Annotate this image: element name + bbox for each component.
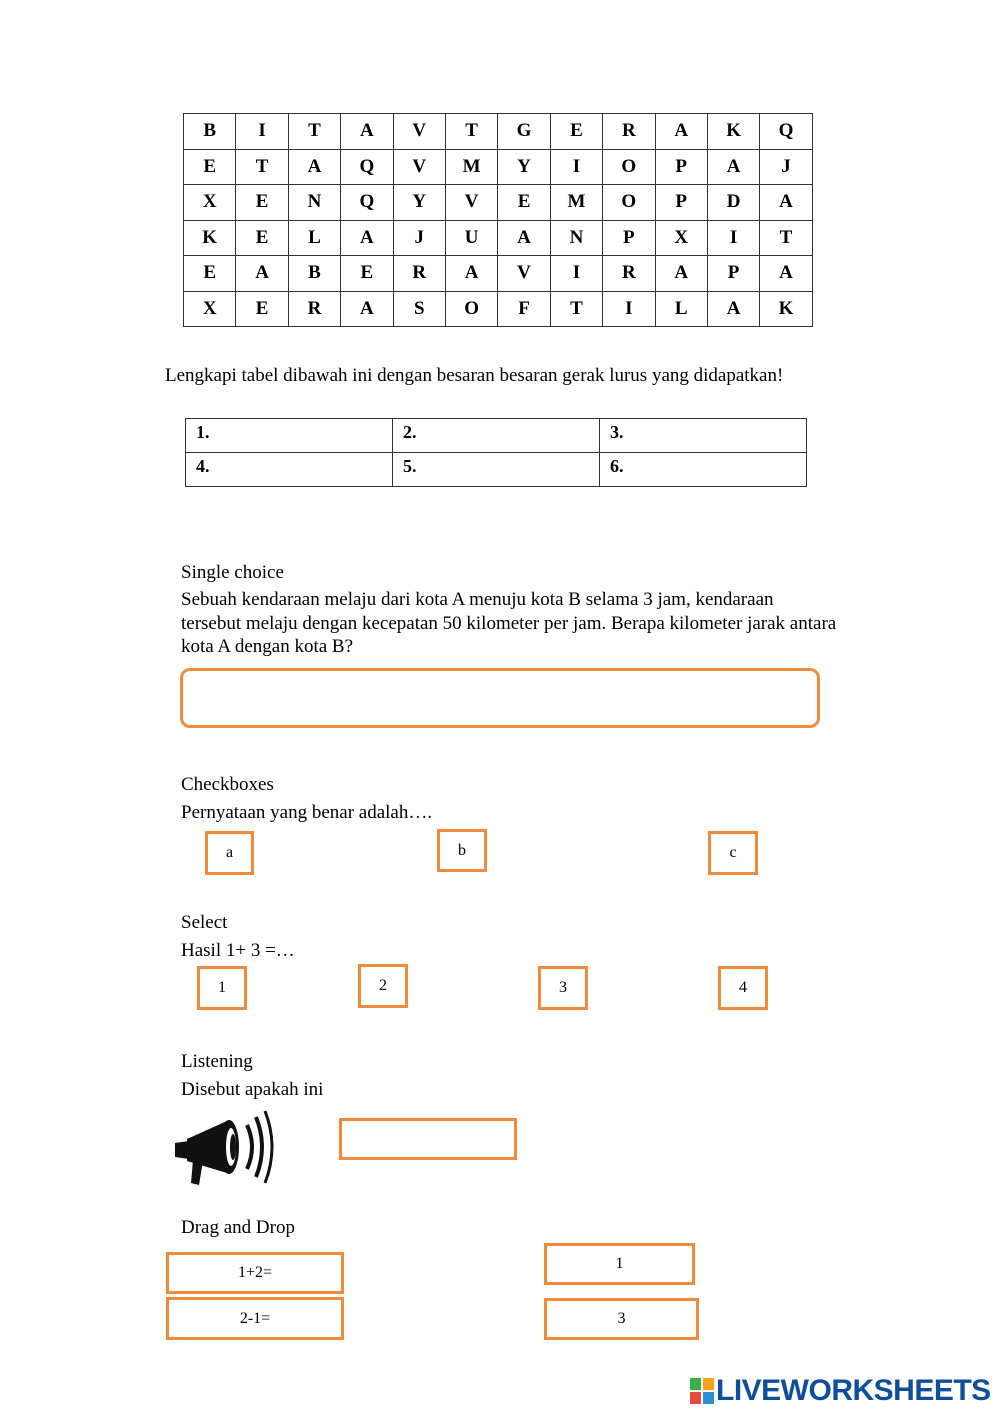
brand-name: LIVEWORKSHEETS [716, 1374, 991, 1407]
grid-cell: V [498, 256, 550, 292]
grid-cell: P [655, 185, 707, 221]
grid-cell: E [236, 291, 288, 327]
grid-cell: E [184, 149, 236, 185]
grid-cell: O [603, 149, 655, 185]
listening-answer-input[interactable] [339, 1118, 517, 1160]
grid-cell: Q [341, 185, 393, 221]
grid-cell: I [550, 149, 602, 185]
grid-cell: V [393, 114, 445, 150]
grid-cell: U [445, 220, 497, 256]
liveworksheets-logo-icon [690, 1378, 714, 1404]
grid-cell: A [236, 256, 288, 292]
drag-source-1[interactable]: 1+2= [166, 1252, 344, 1294]
grid-row [184, 185, 813, 221]
grid-cell: I [550, 256, 602, 292]
liveworksheets-logo [690, 1374, 991, 1408]
answer-cell[interactable]: 4. [186, 453, 393, 487]
grid-cell: A [707, 149, 759, 185]
grid-cell: A [288, 149, 340, 185]
answer-cell[interactable]: 1. [186, 419, 393, 453]
answer-row [186, 453, 807, 487]
grid-cell: E [184, 256, 236, 292]
grid-cell: A [445, 256, 497, 292]
answer-table [185, 418, 807, 487]
grid-cell: E [498, 185, 550, 221]
select-question: Hasil 1+ 3 =… [181, 940, 295, 961]
grid-cell: X [655, 220, 707, 256]
checkbox-option-a[interactable]: a [205, 831, 254, 875]
question-line: tersebut melaju dengan kecepatan 50 kilometer per jam. Berapa kilometer jarak antara [181, 612, 837, 634]
grid-cell: A [760, 185, 812, 221]
grid-row [184, 256, 813, 292]
grid-cell: X [184, 185, 236, 221]
grid-cell: T [760, 220, 812, 256]
question-line: Sebuah kendaraan melaju dari kota A menuju kota B selama 3 jam, kendaraan [181, 589, 774, 610]
single-choice-answer-input[interactable] [180, 668, 820, 728]
grid-cell: B [288, 256, 340, 292]
grid-cell: L [655, 291, 707, 327]
grid-cell: A [341, 114, 393, 150]
grid-cell: S [393, 291, 445, 327]
grid-cell: O [445, 291, 497, 327]
select-option-4[interactable]: 4 [718, 966, 768, 1010]
question-line: kota A dengan kota B? [181, 636, 354, 657]
single-choice-question [181, 588, 836, 659]
listening-heading: Listening [181, 1051, 253, 1072]
answer-cell[interactable]: 3. [600, 419, 807, 453]
drag-drop-heading: Drag and Drop [181, 1217, 295, 1238]
checkbox-option-b[interactable]: b [437, 829, 487, 872]
grid-cell: O [603, 185, 655, 221]
grid-row [184, 220, 813, 256]
grid-cell: V [393, 149, 445, 185]
grid-cell: I [236, 114, 288, 150]
grid-cell: R [603, 114, 655, 150]
drop-target-2[interactable]: 3 [544, 1298, 699, 1340]
grid-cell: N [550, 220, 602, 256]
grid-cell: Q [341, 149, 393, 185]
grid-cell: K [707, 114, 759, 150]
grid-cell: Y [393, 185, 445, 221]
grid-cell: E [341, 256, 393, 292]
grid-cell: A [655, 256, 707, 292]
grid-cell: I [707, 220, 759, 256]
grid-cell: M [550, 185, 602, 221]
listening-question: Disebut apakah ini [181, 1079, 324, 1100]
grid-cell: P [655, 149, 707, 185]
grid-cell: M [445, 149, 497, 185]
grid-cell: P [603, 220, 655, 256]
select-option-1[interactable]: 1 [197, 966, 247, 1010]
grid-cell: F [498, 291, 550, 327]
grid-cell: P [707, 256, 759, 292]
grid-cell: A [498, 220, 550, 256]
grid-cell: J [393, 220, 445, 256]
grid-cell: T [236, 149, 288, 185]
grid-cell: L [288, 220, 340, 256]
grid-cell: D [707, 185, 759, 221]
answer-cell[interactable]: 2. [393, 419, 600, 453]
grid-cell: R [393, 256, 445, 292]
drop-target-1[interactable]: 1 [544, 1243, 695, 1285]
grid-cell: K [760, 291, 812, 327]
grid-cell: G [498, 114, 550, 150]
grid-cell: T [445, 114, 497, 150]
drag-source-2[interactable]: 2-1= [166, 1297, 344, 1340]
grid-cell: Q [760, 114, 812, 150]
grid-cell: R [603, 256, 655, 292]
grid-cell: T [288, 114, 340, 150]
checkboxes-question: Pernyataan yang benar adalah…. [181, 802, 433, 823]
grid-row [184, 114, 813, 150]
answer-cell[interactable]: 5. [393, 453, 600, 487]
grid-cell: N [288, 185, 340, 221]
grid-row [184, 291, 813, 327]
word-search-grid [183, 113, 813, 327]
grid-cell: K [184, 220, 236, 256]
grid-row [184, 149, 813, 185]
select-option-3[interactable]: 3 [538, 966, 588, 1010]
grid-cell: T [550, 291, 602, 327]
grid-cell: V [445, 185, 497, 221]
select-heading: Select [181, 912, 228, 933]
grid-cell: Y [498, 149, 550, 185]
answer-cell[interactable]: 6. [600, 453, 807, 487]
select-option-2[interactable]: 2 [358, 964, 408, 1008]
grid-cell: A [341, 291, 393, 327]
grid-cell: E [550, 114, 602, 150]
grid-cell: I [603, 291, 655, 327]
grid-cell: A [341, 220, 393, 256]
checkbox-option-c[interactable]: c [708, 831, 758, 875]
single-choice-heading: Single choice [181, 562, 284, 583]
grid-cell: B [184, 114, 236, 150]
answer-row [186, 419, 807, 453]
grid-cell: E [236, 220, 288, 256]
grid-cell: E [236, 185, 288, 221]
grid-cell: A [760, 256, 812, 292]
grid-cell: R [288, 291, 340, 327]
instruction-text: Lengkapi tabel dibawah ini dengan besaran besaran gerak lurus yang didapatkan! [165, 365, 784, 386]
megaphone-icon[interactable] [167, 1103, 277, 1188]
grid-cell: A [707, 291, 759, 327]
checkboxes-heading: Checkboxes [181, 774, 274, 795]
grid-cell: X [184, 291, 236, 327]
grid-cell: J [760, 149, 812, 185]
grid-cell: A [655, 114, 707, 150]
